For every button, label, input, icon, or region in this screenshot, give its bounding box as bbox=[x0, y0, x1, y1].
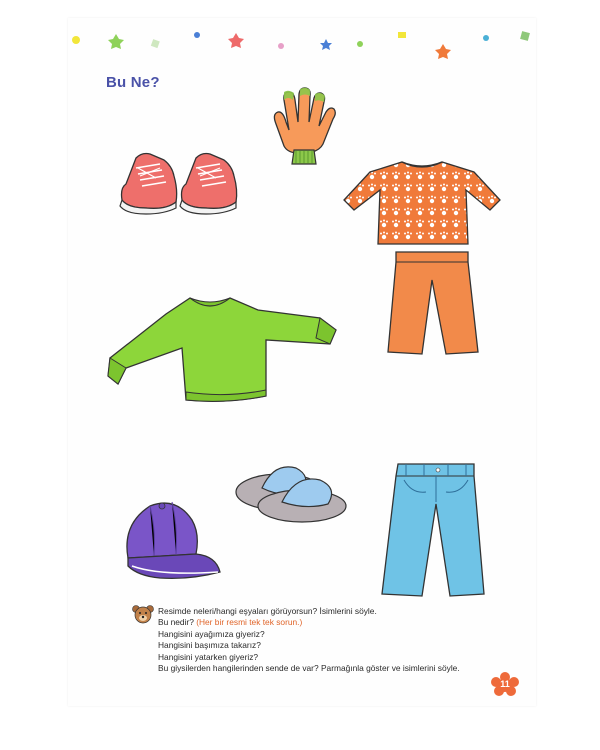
glove-icon bbox=[266, 86, 342, 168]
instruction-line-1: Resimde neleri/hangi eşyaları görüyorsun? İsimlerini söyle. bbox=[158, 606, 377, 616]
jeans-icon bbox=[376, 462, 488, 600]
cap-icon bbox=[120, 494, 222, 586]
sweater-icon bbox=[106, 292, 340, 414]
instruction-line-3: Hangisini ayağımıza giyeriz? bbox=[158, 628, 265, 639]
instruction-line-5: Hangisini yatarken giyeriz? bbox=[158, 651, 259, 662]
instruction-line-2-text: Bu nedir? bbox=[158, 617, 194, 628]
page-title: Bu Ne? bbox=[106, 74, 160, 91]
confetti-decoration bbox=[0, 0, 600, 60]
instruction-hint: (Her bir resmi tek tek sorun.) bbox=[196, 617, 303, 628]
instruction-line-4: Hangisini başımıza takarız? bbox=[158, 640, 261, 651]
page-number: 11 bbox=[500, 679, 510, 689]
pajama-top-icon bbox=[342, 158, 502, 250]
instructions bbox=[158, 606, 518, 674]
pajama-pants-icon bbox=[382, 250, 482, 358]
instruction-line-6: Bu giysilerden hangilerinden sende de var? Parmağınla göster ve isimlerini söyle. bbox=[158, 663, 460, 674]
bear-icon bbox=[132, 604, 154, 624]
sneakers-icon bbox=[116, 148, 242, 216]
instruction-line-2 bbox=[158, 617, 518, 628]
slippers-icon bbox=[232, 458, 350, 526]
